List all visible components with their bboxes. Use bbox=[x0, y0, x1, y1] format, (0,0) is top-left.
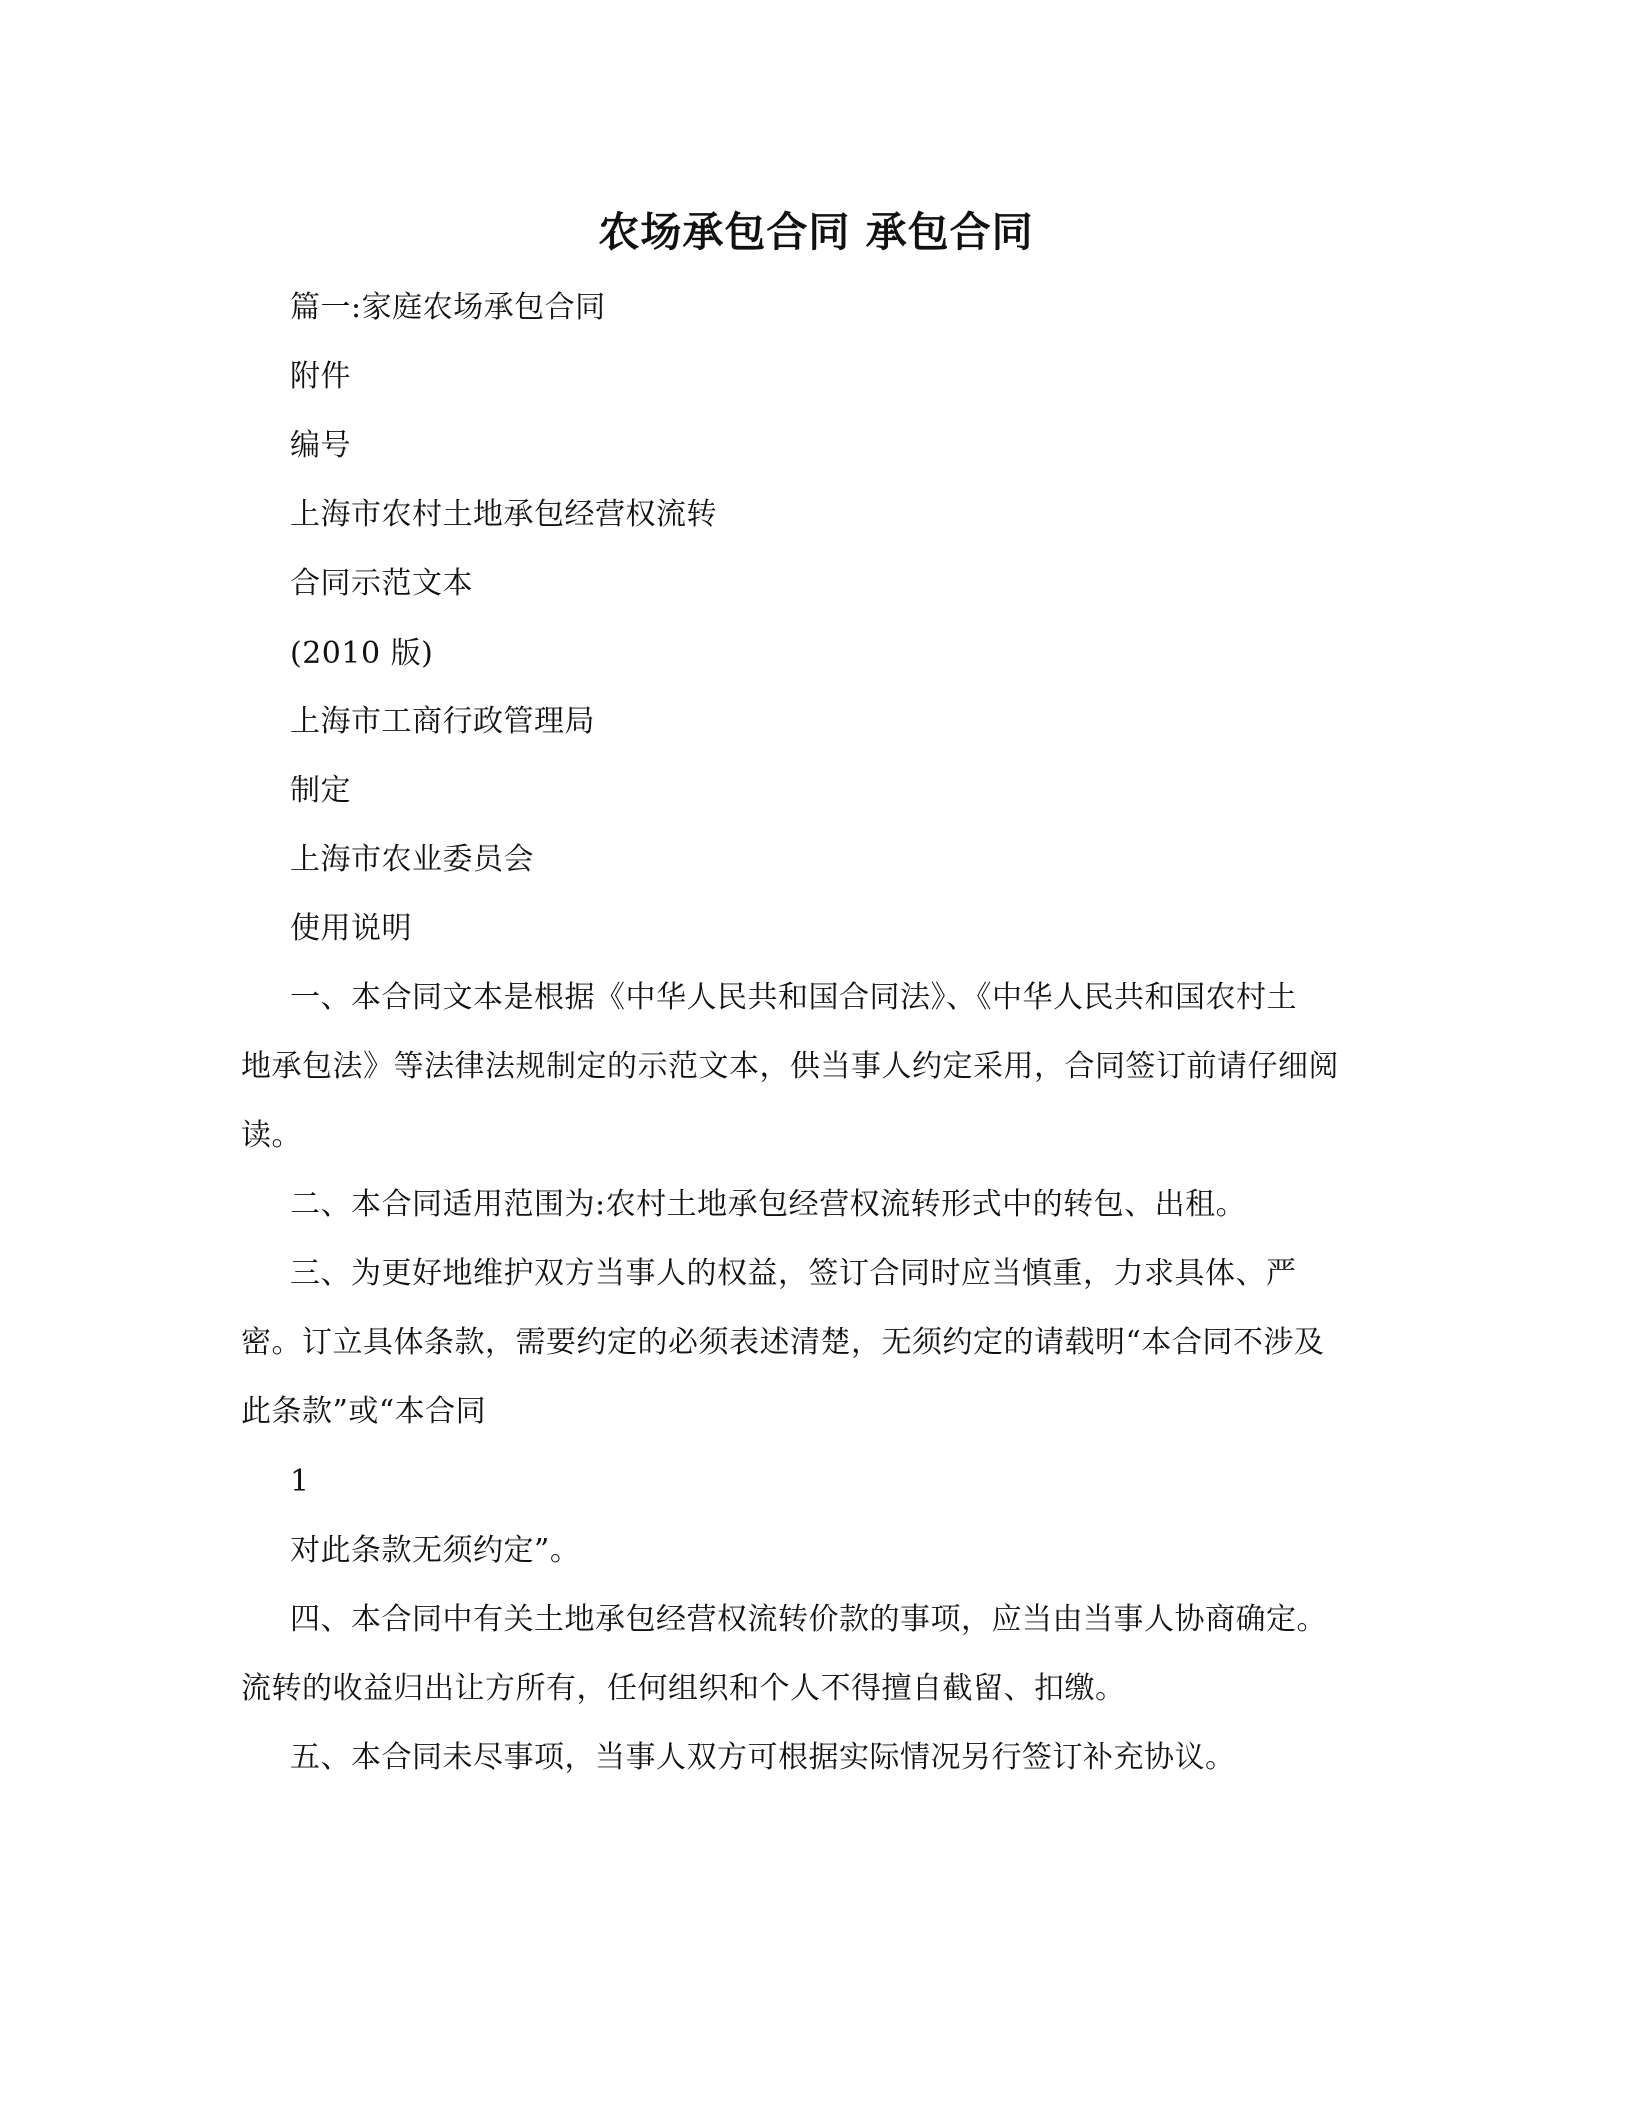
text-line: 使用说明 bbox=[290, 911, 412, 946]
paragraph-line: 二、本合同适用范围为:农村土地承包经营权流转形式中的转包、出租。 bbox=[290, 1187, 1247, 1222]
text-line: 制定 bbox=[290, 773, 351, 808]
paragraph-line: 三、为更好地维护双方当事人的权益，签订合同时应当慎重，力求具体、严 bbox=[290, 1256, 1297, 1291]
paragraph-line: 此条款”或“本合同 bbox=[241, 1394, 487, 1429]
paragraph-line: 密。订立具体条款，需要约定的必须表述清楚，无须约定的请载明“本合同不涉及 bbox=[241, 1325, 1325, 1360]
text-line: 合同示范文本 bbox=[290, 566, 473, 601]
text-line: 上海市农业委员会 bbox=[290, 842, 534, 877]
text-line: (2010 版) bbox=[290, 636, 434, 671]
paragraph-line: 五、本合同未尽事项，当事人双方可根据实际情况另行签订补充协议。 bbox=[290, 1740, 1236, 1775]
paragraph-line: 对此条款无须约定”。 bbox=[290, 1533, 581, 1568]
page-number: 1 bbox=[290, 1464, 310, 1499]
text-line: 上海市工商行政管理局 bbox=[290, 704, 595, 739]
section-heading: 篇一:家庭农场承包合同 bbox=[290, 290, 606, 325]
text-line: 附件 bbox=[290, 359, 351, 394]
paragraph-line: 读。 bbox=[241, 1118, 302, 1153]
text-line: 上海市农村土地承包经营权流转 bbox=[290, 497, 717, 532]
text-line: 编号 bbox=[290, 428, 351, 463]
paragraph-line: 流转的收益归出让方所有，任何组织和个人不得擅自截留、扣缴。 bbox=[241, 1671, 1126, 1706]
paragraph-line: 一、本合同文本是根据《中华人民共和国合同法》、《中华人民共和国农村土 bbox=[290, 980, 1297, 1015]
document-title: 农场承包合同 承包合同 bbox=[598, 208, 1034, 256]
paragraph-line: 地承包法》等法律法规制定的示范文本，供当事人约定采用，合同签订前请仔细阅 bbox=[241, 1049, 1339, 1084]
paragraph-line: 四、本合同中有关土地承包经营权流转价款的事项，应当由当事人协商确定。 bbox=[290, 1602, 1327, 1637]
